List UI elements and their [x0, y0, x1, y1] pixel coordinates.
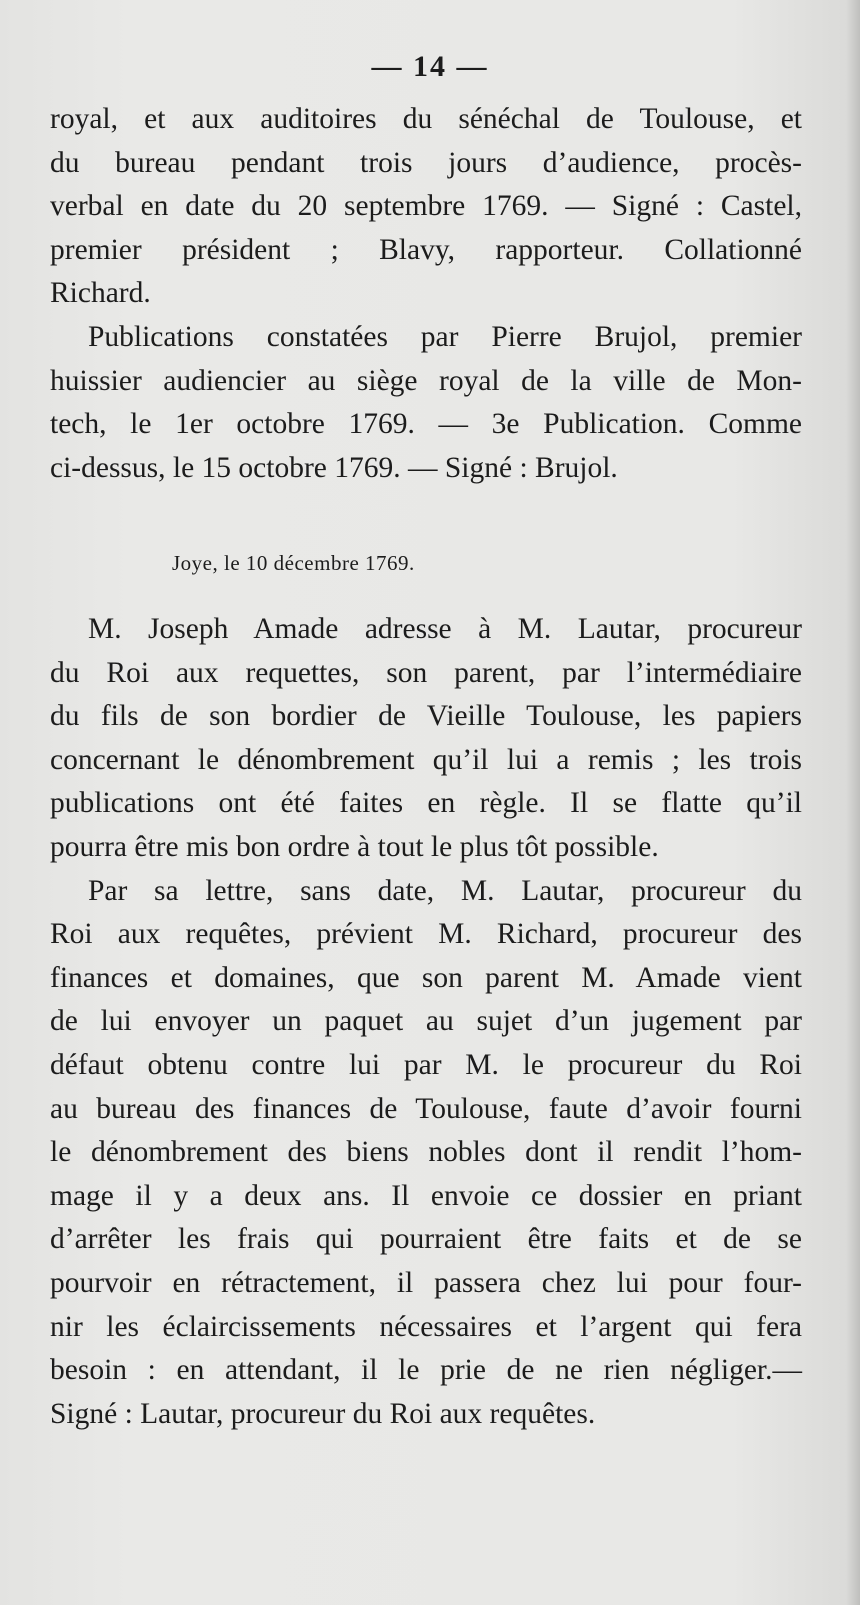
letter-dateline: Joye, le 10 décembre 1769. — [172, 551, 415, 575]
text-line: finances et domaines, que son parent M. Amade vient — [50, 961, 802, 994]
text-line: Roi aux requêtes, prévient M. Richard, procureur des — [50, 918, 802, 951]
text-line: concernant le dénombrement qu’il lui a remis ; les trois — [50, 743, 802, 776]
text-line: d’arrêter les frais qui pourraient être faits et de se — [50, 1223, 802, 1256]
text-line: Par sa lettre, sans date, M. Lautar, procureur du — [88, 874, 802, 907]
text-line: du Roi aux requettes, son parent, par l’intermédiaire — [50, 656, 802, 689]
text-line: le dénombrement des biens nobles dont il rendit l’hom- — [50, 1136, 802, 1169]
text-line: premier président ; Blavy, rapporteur. Collationné — [50, 233, 802, 266]
text-line: ci-dessus, le 15 octobre 1769. — Signé : Brujol. — [50, 451, 618, 484]
text-line: M. Joseph Amade adresse à M. Lautar, procureur — [88, 613, 802, 645]
text-line: nir les éclaircissements nécessaires et l’argent qui fera — [50, 1310, 802, 1343]
text-line: Richard. — [50, 277, 151, 310]
text-line: royal, et aux auditoires du sénéchal de Toulouse, et — [50, 103, 802, 135]
text-line: Signé : Lautar, procureur du Roi aux requêtes. — [50, 1397, 596, 1430]
page-edge-shadow — [846, 0, 860, 1605]
text-line: mage il y a deux ans. Il envoie ce dossier en priant — [50, 1179, 802, 1212]
text-line: besoin : en attendant, il le prie de ne rien négliger.— — [50, 1354, 802, 1387]
text-line: verbal en date du 20 septembre 1769. — Signé : Castel, — [50, 190, 802, 223]
text-block-bottom — [50, 608, 802, 1436]
text-line: Publications constatées par Pierre Brujol, premier — [88, 320, 802, 353]
text-line: du fils de son bordier de Vieille Toulouse, les papiers — [50, 700, 802, 733]
text-line: pourra être mis bon ordre à tout le plus tôt possible. — [50, 830, 659, 863]
text-line: tech, le 1er octobre 1769. — 3e Publication. Comme — [50, 408, 802, 441]
text-line: huissier audiencier au siège royal de la ville de Mon- — [50, 364, 802, 397]
text-line: au bureau des finances de Toulouse, faute d’avoir fourni — [50, 1092, 802, 1125]
page-number: — 14 — — [371, 50, 489, 83]
text-line: pourvoir en rétractement, il passera chez lui pour four- — [50, 1266, 802, 1299]
text-line: défaut obtenu contre lui par M. le procureur du Roi — [50, 1048, 802, 1081]
text-line: publications ont été faites en règle. Il se flatte qu’il — [50, 787, 802, 820]
text-block-top — [50, 98, 802, 490]
text-line: de lui envoyer un paquet au sujet d’un jugement par — [50, 1005, 802, 1038]
text-line: du bureau pendant trois jours d’audience, procès- — [50, 146, 802, 179]
